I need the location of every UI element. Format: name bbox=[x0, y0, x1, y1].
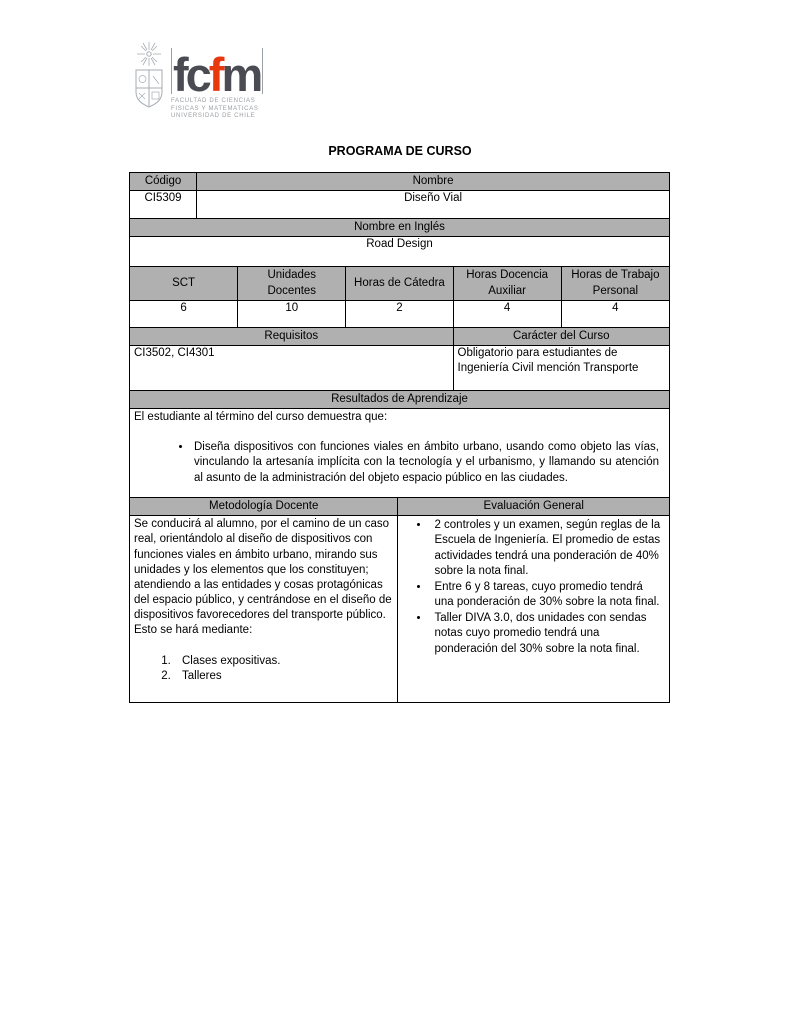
metodologia-docente-header: Metodología Docente bbox=[130, 498, 398, 516]
resultados-aprendizaje-cell bbox=[130, 409, 670, 498]
table-row bbox=[130, 267, 670, 300]
unidades-docentes-value: 10 bbox=[238, 300, 346, 327]
fcfm-wordmark bbox=[171, 48, 263, 121]
sct-value: 6 bbox=[130, 300, 238, 327]
table-row bbox=[130, 219, 670, 237]
logo-caption-line: FACULTAD DE CIENCIAS bbox=[171, 98, 256, 104]
course-program-table bbox=[129, 172, 670, 703]
evaluacion-general-header: Evaluación General bbox=[398, 498, 670, 516]
table-row bbox=[130, 327, 670, 345]
table-row bbox=[130, 516, 670, 703]
table-row bbox=[130, 237, 670, 267]
horas-docencia-auxiliar-header: Horas Docencia Auxiliar bbox=[453, 267, 561, 300]
horas-catedra-value: 2 bbox=[346, 300, 453, 327]
wordmark-f-accent: f bbox=[208, 48, 222, 101]
evaluacion-bullet: • 2 controles y un examen, según reglas de la Escuela de Ingeniería. El promedio de estas actividades tendrá una ponderación de 40% sobre la nota final. bbox=[430, 518, 663, 579]
logo-caption-line: FISICAS Y MATEMATICAS bbox=[171, 105, 259, 112]
unidades-docentes-header: Unidades Docentes bbox=[238, 267, 346, 300]
horas-catedra-header: Horas de Cátedra bbox=[346, 267, 453, 300]
nombre-value: Diseño Vial bbox=[197, 191, 670, 219]
table-row bbox=[130, 409, 670, 498]
horas-trabajo-personal-header: Horas de Trabajo Personal bbox=[561, 267, 669, 300]
wordmark-fc: fc bbox=[173, 48, 209, 101]
evaluacion-bullet-list bbox=[430, 518, 663, 657]
wordmark-m: m bbox=[221, 48, 261, 101]
codigo-value: CI5309 bbox=[130, 191, 197, 219]
fcfm-logo bbox=[131, 40, 263, 121]
caracter-curso-value: Obligatorio para estudiantes de Ingeniería Civil mención Transporte bbox=[453, 345, 669, 390]
table-row bbox=[130, 498, 670, 516]
table-row bbox=[130, 191, 670, 219]
resultados-bullet: • Diseña dispositivos con funciones viales en ámbito urbano, usando como objeto las vías, vinculando la artesanía implícita con la tecnología y el urbanismo, y llamando su atención al asunto de la administración del objeto espacio público en las ciudades. bbox=[192, 440, 659, 486]
resultados-bullet-list bbox=[192, 440, 659, 486]
metodologia-text: Se conducirá al alumno, por el camino de un caso real, orientándolo al diseño de dispositivos con funciones viales en ámbito urbano, mirando sus unidades y los elementos que los constituyen; atendiendo a las entidades y cosas protagónicas del espacio público, y centrándose en el diseño de dispositivos favorecedores del transporte público. Esto se hará mediante: bbox=[134, 518, 392, 637]
metodologia-item: 2. Talleres bbox=[174, 669, 393, 684]
resultados-aprendizaje-header: Resultados de Aprendizaje bbox=[130, 390, 670, 408]
table-row bbox=[130, 345, 670, 390]
logo-caption-line: UNIVERSIDAD DE CHILE bbox=[171, 113, 256, 119]
table-row bbox=[130, 300, 670, 327]
metodologia-item: 1. Clases expositivas. bbox=[174, 654, 393, 669]
metodologia-docente-cell bbox=[130, 516, 398, 703]
horas-trabajo-personal-value: 4 bbox=[561, 300, 669, 327]
sct-header: SCT bbox=[130, 267, 238, 300]
horas-docencia-auxiliar-value: 4 bbox=[453, 300, 561, 327]
table-row bbox=[130, 390, 670, 408]
university-crest-icon bbox=[131, 40, 167, 118]
evaluacion-bullet: • Taller DIVA 3.0, dos unidades con sendas notas cuyo promedio tendrá una ponderación del 30% sobre la nota final. bbox=[430, 611, 663, 657]
page-title: PROGRAMA DE CURSO bbox=[328, 144, 472, 158]
requisitos-header: Requisitos bbox=[130, 327, 454, 345]
nombre-ingles-value: Road Design bbox=[130, 237, 670, 267]
codigo-header: Código bbox=[130, 173, 197, 191]
evaluacion-general-cell bbox=[398, 516, 670, 703]
logo-caption bbox=[171, 98, 263, 121]
nombre-ingles-header: Nombre en Inglés bbox=[130, 219, 670, 237]
evaluacion-bullet: • Entre 6 y 8 tareas, cuyo promedio tendrá una ponderación de 30% sobre la nota final. bbox=[430, 580, 663, 610]
nombre-header: Nombre bbox=[197, 173, 670, 191]
resultados-intro: El estudiante al término del curso demuestra que: bbox=[134, 411, 388, 424]
requisitos-value: CI3502, CI4301 bbox=[130, 345, 454, 390]
caracter-curso-header: Carácter del Curso bbox=[453, 327, 669, 345]
table-row bbox=[130, 173, 670, 191]
metodologia-numbered-list bbox=[174, 654, 393, 684]
